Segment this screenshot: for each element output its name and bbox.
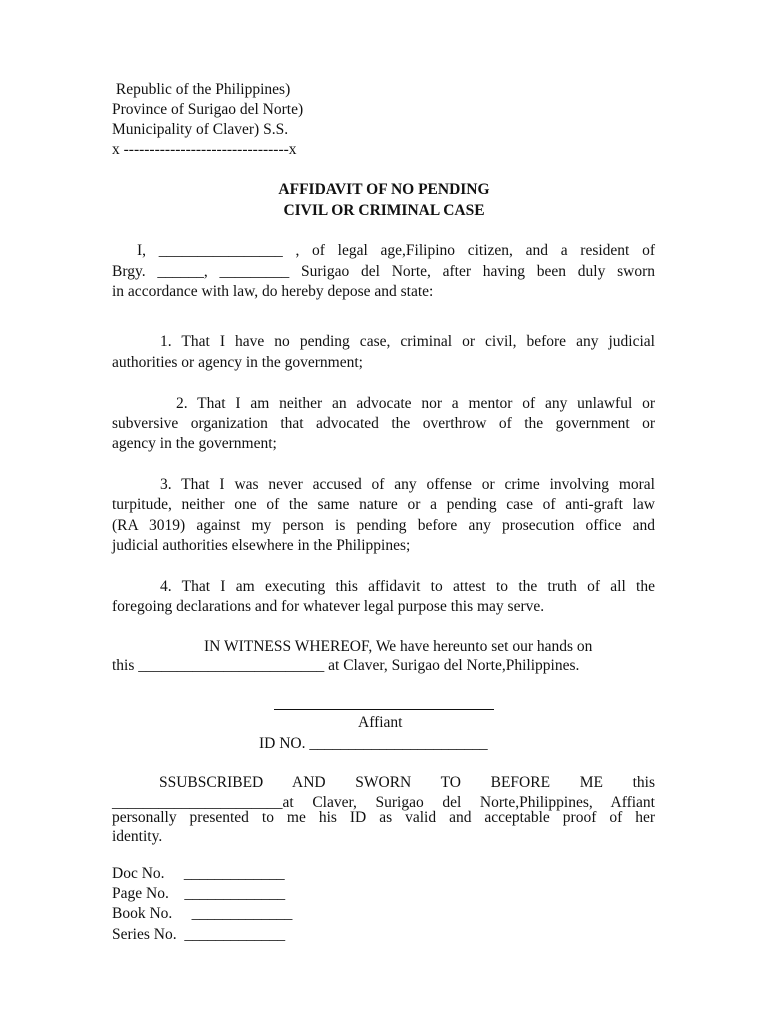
item-3-line4: judicial authorities elsewhere in the Philippines; bbox=[112, 537, 411, 554]
intro-line1: I, ________________ , of legal age,Filipino citizen, and a resident of bbox=[137, 242, 655, 259]
jurat-line3: personally presented to me his ID as valid and acceptable proof of her bbox=[112, 809, 655, 826]
doc-no: Doc No. _____________ bbox=[112, 865, 285, 882]
jurat-line2: ______________________at Claver, Surigao del Norte,Philippines, Affiant bbox=[112, 794, 655, 811]
item-3-line3: (RA 3019) against my person is pending before any prosecution office and bbox=[112, 517, 655, 534]
document-title-line1: AFFIDAVIT OF NO PENDING bbox=[278, 181, 490, 198]
item-1-line1: 1. That I have no pending case, criminal or civil, before any judicial bbox=[160, 333, 655, 350]
venue-municipality: Municipality of Claver) S.S. bbox=[112, 121, 289, 138]
id-number-line: ID NO. _______________________ bbox=[259, 735, 488, 752]
book-no: Book No. _____________ bbox=[112, 905, 293, 922]
venue-province: Province of Surigao del Norte) bbox=[112, 101, 304, 118]
witness-line2: this ________________________ at Claver, Surigao del Norte,Philippines. bbox=[112, 657, 580, 674]
jurat-line1: SSUBSCRIBED AND SWORN TO BEFORE ME this bbox=[159, 774, 655, 791]
venue-republic: Republic of the Philippines) bbox=[112, 81, 291, 98]
item-2-line1: 2. That I am neither an advocate nor a mentor of any unlawful or bbox=[176, 395, 655, 412]
jurat-line4: identity. bbox=[112, 828, 163, 845]
signature-line bbox=[274, 709, 494, 710]
series-no: Series No. _____________ bbox=[112, 926, 286, 943]
item-3-line1: 3. That I was never accused of any offense or crime involving moral bbox=[160, 476, 655, 493]
page-no: Page No. _____________ bbox=[112, 885, 286, 902]
item-4-line2: foregoing declarations and for whatever legal purpose this may serve. bbox=[112, 598, 545, 615]
item-1-line2: authorities or agency in the government; bbox=[112, 354, 363, 371]
item-2-line3: agency in the government; bbox=[112, 435, 277, 452]
item-2-line2: subversive organization that advocated the overthrow of the government or bbox=[112, 415, 655, 432]
document-title-line2: CIVIL OR CRIMINAL CASE bbox=[283, 202, 485, 219]
intro-line3: in accordance with law, do hereby depose and state: bbox=[112, 283, 434, 300]
intro-line2: Brgy. ______, _________ Surigao del Norte, after having been duly sworn bbox=[112, 263, 655, 280]
item-4-line1: 4. That I am executing this affidavit to attest to the truth of all the bbox=[160, 578, 655, 595]
witness-line1: IN WITNESS WHEREOF, We have hereunto set our hands on bbox=[204, 638, 593, 655]
affiant-label: Affiant bbox=[358, 714, 403, 731]
item-3-line2: turpitude, neither one of the same nature or a pending case of anti-graft law bbox=[112, 496, 655, 513]
venue-separator: x --------------------------------x bbox=[112, 141, 297, 158]
